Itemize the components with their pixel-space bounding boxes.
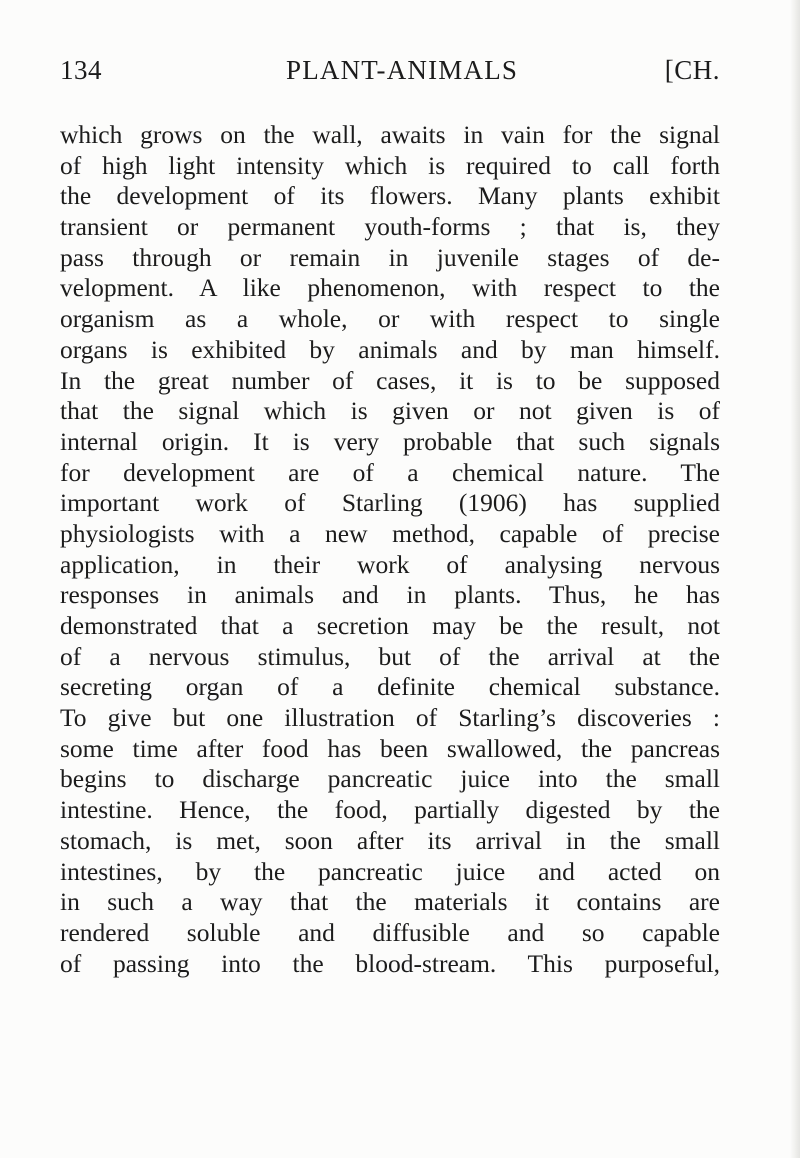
text-line: organs is exhibited by animals and by man himself. [60, 334, 720, 364]
text-line: intestines, by the pancreatic juice and acted on [60, 856, 720, 886]
text-line: transient or permanent youth-forms ; that is, they [60, 212, 720, 242]
text-line: some time after food has been swallowed, the pancreas [60, 733, 720, 763]
text-line: which grows on the wall, awaits in vain for the signal [60, 120, 720, 149]
text-line: secreting organ of a definite chemical substance. [60, 672, 720, 702]
text-line: To give but one illustration of Starling’s discoveries : [60, 703, 720, 733]
text-line: of a nervous stimulus, but of the arrival at the [60, 641, 720, 671]
page-edge-shadow [790, 0, 800, 1158]
text-line: that the signal which is given or not given is of [60, 396, 720, 426]
running-header [60, 55, 720, 89]
text-line: demonstrated that a secretion may be the result, not [60, 611, 720, 640]
text-line: pass through or remain in juvenile stages of de- [60, 242, 720, 272]
text-line: In the great number of cases, it is to be supposed [60, 365, 720, 395]
text-line: physiologists with a new method, capable of precise [60, 518, 720, 548]
text-line: stomach, is met, soon after its arrival in the small [60, 825, 720, 855]
text-line: important work of Starling (1906) has supplied [60, 488, 720, 518]
text-line: of high light intensity which is required to call forth [60, 150, 720, 180]
text-line: in such a way that the materials it contains are [60, 887, 720, 917]
text-line: application, in their work of analysing nervous [60, 549, 720, 579]
body-paragraph [60, 120, 720, 979]
text-line: velopment. A like phenomenon, with respect to the [60, 273, 720, 303]
text-line: begins to discharge pancreatic juice into the small [60, 764, 720, 794]
text-line: internal origin. It is very probable that such signals [60, 426, 720, 456]
text-line: the development of its flowers. Many plants exhibit [60, 181, 720, 211]
text-line: rendered soluble and diffusible and so capable [60, 917, 720, 947]
text-line: responses in animals and in plants. Thus, he has [60, 580, 720, 610]
text-line: organism as a whole, or with respect to single [60, 304, 720, 334]
text-line: for development are of a chemical nature. The [60, 457, 720, 487]
text-line: of passing into the blood-stream. This purposeful, [60, 948, 720, 978]
page-number: 134 [60, 55, 102, 85]
text-line: intestine. Hence, the food, partially digested by the [60, 795, 720, 825]
running-title: PLANT-ANIMALS [286, 55, 519, 85]
chapter-mark: [CH. [664, 55, 720, 85]
